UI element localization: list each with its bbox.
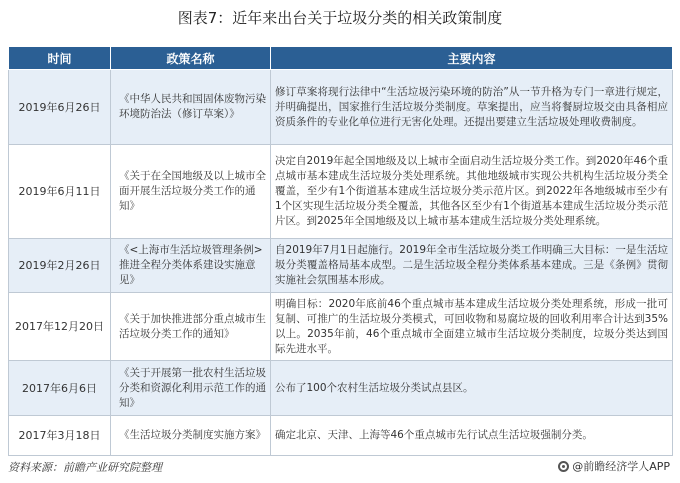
row-content: 自2019年7月1日起施行。2019年全市生活垃圾分类工作明确三大目标：一是生活垃圾分类覆盖格局基本成型。二是生活垃圾全程分类体系基本建成。三是《条例》贯彻实施社会氛围基本形成。 <box>271 239 673 293</box>
row-policy: 《关于加快推进部分重点城市生活垃圾分类工作的通知》 <box>111 293 271 361</box>
brand-label: @前瞻经济学人APP <box>572 460 670 473</box>
row-content: 决定自2019年起全国地级及以上城市全面启动生活垃圾分类工作。到2020年46个重点城市基本建成生活垃圾分类处理系统。其他地级城市实现公共机构生活垃圾分类全覆盖，至少有1个街道基本建成生活垃圾分类示范片区。到2022年各地级城市至少有1个区实现生活垃圾分类全覆盖，其他各区至少有1个街道基本建成生活垃圾分类示范片区。到2025年全国地级及以上城市基本建成生活垃圾分类处理系统。 <box>271 145 673 239</box>
source-note: 资料来源：前瞻产业研究院整理 <box>8 461 162 474</box>
table-row <box>9 293 673 361</box>
row-date: 2019年6月11日 <box>9 145 111 239</box>
row-date: 2017年3月18日 <box>9 416 111 456</box>
table-row <box>9 239 673 293</box>
row-policy: 《生活垃圾分类制度实施方案》 <box>111 416 271 456</box>
brand-logo-icon <box>558 461 569 472</box>
row-content: 公布了100个农村生活垃圾分类试点县区。 <box>271 361 673 416</box>
row-policy: 《中华人民共和国固体废物污染环境防治法（修订草案）》 <box>111 70 271 145</box>
row-date: 2019年2月26日 <box>9 239 111 293</box>
table-row <box>9 70 673 145</box>
header-content: 主要内容 <box>271 47 673 70</box>
row-content: 修订草案将现行法律中“生活垃圾污染环境的防治”从一节升格为专门一章进行规定，并明确提出，国家推行生活垃圾分类制度。草案提出，应当将餐厨垃圾交由具备相应资质条件的专业化单位进行无害化处理。还提出要建立生活垃圾处理收费制度。 <box>271 70 673 145</box>
row-content: 确定北京、天津、上海等46个重点城市先行试点生活垃圾强制分类。 <box>271 416 673 456</box>
header-policy: 政策名称 <box>111 47 271 70</box>
row-policy: 《<上海市生活垃圾管理条例>推进全程分类体系建设实施意见》 <box>111 239 271 293</box>
policy-table <box>8 46 673 456</box>
table-row <box>9 361 673 416</box>
row-date: 2017年12月20日 <box>9 293 111 361</box>
table-row <box>9 145 673 239</box>
row-content: 明确目标：2020年底前46个重点城市基本建成生活垃圾分类处理系统，形成一批可复制、可推广的生活垃圾分类模式，可回收物和易腐垃圾的回收利用率合计达到35%以上。2035年前，46个重点城市全面建立城市生活垃圾分类制度，垃圾分类达到国际先进水平。 <box>271 293 673 361</box>
brand-credit <box>558 458 670 474</box>
header-date: 时间 <box>9 47 111 70</box>
row-policy: 《关于开展第一批农村生活垃圾分类和资源化利用示范工作的通知》 <box>111 361 271 416</box>
chart-title: 图表7：近年来出台关于垃圾分类的相关政策制度 <box>177 9 503 27</box>
row-date: 2017年6月6日 <box>9 361 111 416</box>
table-header-row <box>9 47 673 70</box>
row-policy: 《关于在全国地级及以上城市全面开展生活垃圾分类工作的通知》 <box>111 145 271 239</box>
table-row <box>9 416 673 456</box>
row-date: 2019年6月26日 <box>9 70 111 145</box>
